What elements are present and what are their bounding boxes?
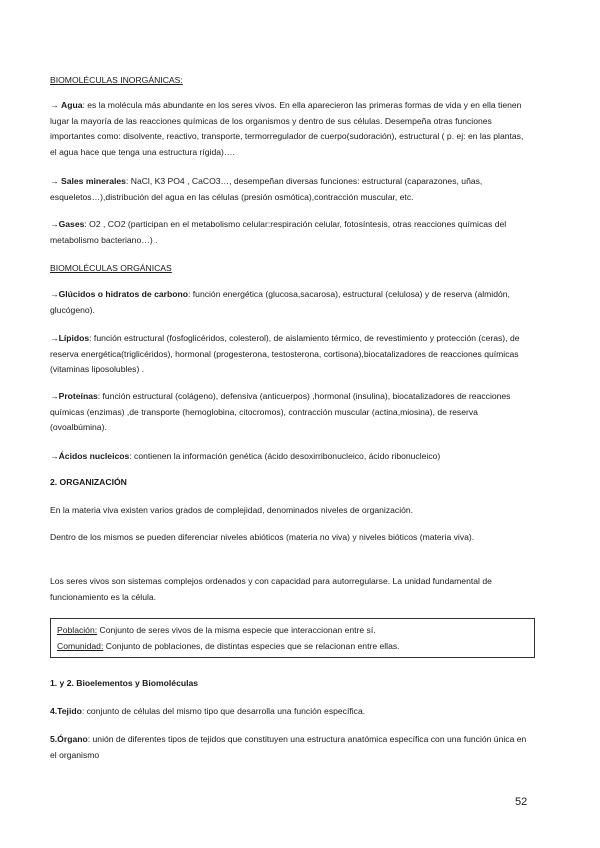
term-glucidos: Glúcidos o hidratos de carbono (58, 289, 188, 299)
para-lipidos (50, 331, 530, 378)
term-tejido: 4.Tejido (50, 706, 82, 716)
para-acidos (50, 449, 530, 465)
text-proteinas: : función estructural (colágeno), defensiva (anticuerpos) ,hormonal (insulina), biocatalizadores de reacciones químicas (enzimas) ,de transporte (hemoglobina, citocromos), contracción muscular (actina,miosina), de reserva (ovoalbúmina). (50, 391, 511, 432)
para-abioticos: Dentro de los mismos se pueden diferenciar niveles abióticos (materia no viva) y niveles bióticos (materia viva). (50, 532, 475, 542)
definitions-box (50, 618, 535, 658)
term-comunidad: Comunidad: (57, 640, 104, 651)
para-agua (50, 98, 530, 160)
page-number: 52 (515, 796, 528, 808)
text-organo: : unión de diferentes tipos de tejidos que constituyen una estructura anatómica específica con una función única en el organismo (50, 734, 527, 760)
arrow-icon: → (50, 289, 59, 299)
para-glucidos (50, 287, 530, 318)
term-acidos: Ácidos nucleicos (58, 451, 130, 461)
para-niveles: En la materia viva existen varios grados de complejidad, denominados niveles de organización. (50, 505, 414, 515)
heading-organic: BIOMOLÉCULAS ORGÁNICAS (50, 263, 172, 273)
arrow-icon: → (50, 100, 59, 110)
level-tejido (50, 704, 530, 720)
term-lipidos: Lípidos (58, 333, 90, 343)
def-poblacion (57, 623, 528, 639)
level-organo (50, 732, 530, 763)
term-organo: 5.Órgano (50, 734, 88, 744)
text-sales: : NaCl, K3 PO4 , CaCO3…, desempeñan diversas funciones: estructural (caparazones, uñas, esqueletos…),distribución del agua en las células (presión osmótica),contracción muscular, etc. (50, 176, 483, 202)
text-acidos: : contienen la información genética (ácido desoxirribonucleico, ácido ribonucleico) (129, 451, 441, 461)
term-gases: Gases (58, 219, 85, 229)
def-comunidad (57, 639, 528, 655)
text-agua: : es la molécula más abundante en los seres vivos. En ella aparecieron las primeras formas de vida y en ella tienen lugar la mayoría de las reacciones químicas de los organismos y dentro de sus células. Desempeña otras funciones importantes como: disolvente, reactivo, transporte, termorregulador de cuerpo(sudoración), estructural ( p. ej: en las plantas, el agua hace que tenga una estructura rígida)…. (50, 100, 524, 157)
arrow-icon: → (50, 176, 59, 186)
arrow-icon: → (50, 333, 59, 343)
text-lipidos: : función estructural (fosfoglicéridos, colesterol), de aislamiento térmico, de revestimiento y protección (ceras), de reserva energética(triglicéridos), hormonal (progesterona, testosterona, cortisona),biocatalizadores de reacciones químicas (vitaminas liposolubles) . (50, 333, 520, 374)
heading-inorganic: BIOMOLÉCULAS INORGÁNICAS: (50, 75, 183, 85)
text-comunidad: Conjunto de poblaciones, de distintas especies que se relacionan entre ellas. (103, 640, 400, 651)
arrow-icon: → (50, 451, 59, 461)
section-heading-organizacion: 2. ORGANIZACIÓN (50, 477, 127, 487)
level-bioelementos: 1. y 2. Bioelementos y Biomoléculas (50, 678, 199, 688)
text-tejido: : conjunto de células del mismo tipo que desarrolla una función específica. (81, 706, 366, 716)
arrow-icon: → (50, 391, 59, 401)
arrow-icon: → (50, 219, 59, 229)
para-seres-vivos: Los seres vivos son sistemas complejos ordenados y con capacidad para autorregularse. La unidad fundamental de funcionamiento es la célula. (50, 576, 492, 602)
text-glucidos: : función energética (glucosa,sacarosa), estructural (celulosa) y de reserva (almidón, glucógeno). (50, 289, 510, 315)
para-proteinas (50, 389, 530, 436)
para-sales (50, 174, 530, 205)
term-sales: Sales minerales (60, 176, 126, 186)
term-agua: Agua (60, 100, 83, 110)
para-gases (50, 217, 530, 248)
term-proteinas: Proteínas (58, 391, 98, 401)
text-gases: : O2 , CO2 (participan en el metabolismo celular:respiración celular, fotosíntesis, otras reacciones químicas del metabolismo bacteriano…) . (50, 219, 507, 245)
text-poblacion: Conjunto de seres vivos de la misma especie que interaccionan entre sí. (97, 625, 376, 635)
term-poblacion: Población: (57, 625, 98, 635)
